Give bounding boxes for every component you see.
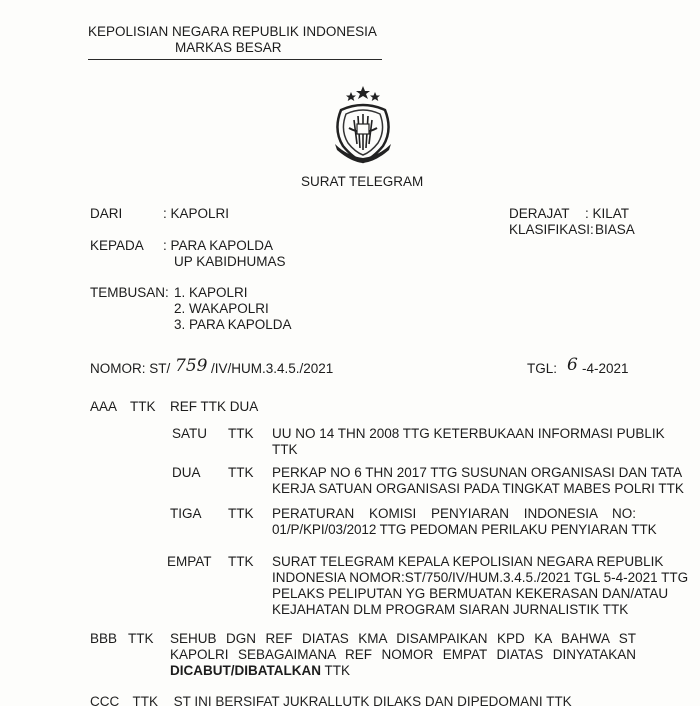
dari-label: DARI: [90, 206, 123, 221]
ref-line: PERATURAN KOMISI PENYIARAN INDONESIA NO:: [272, 506, 636, 521]
nomor-suffix: /IV/HUM.3.4.5./2021: [211, 361, 334, 376]
ref-line: UU NO 14 THN 2008 TTG KETERBUKAAN INFORMASI PUBLIK: [272, 426, 665, 441]
ccc-text: ST INI BERSIFAT JUKRALLUTK DILAKS DAN DIPEDOMANI TTK: [173, 694, 572, 706]
ref-line: PERKAP NO 6 THN 2017 TTG SUSUNAN ORGANISASI DAN TATA: [272, 465, 683, 480]
bbb-label: BBB: [90, 631, 118, 646]
ref-key: EMPAT: [167, 554, 212, 569]
tgl-suffix: -4-2021: [582, 361, 629, 376]
aaa-ttk: TTK: [130, 399, 156, 414]
bbb-ttk: TTK: [128, 631, 154, 646]
aaa-text: REF TTK DUA: [170, 399, 259, 414]
tembusan-label: TEMBUSAN:: [90, 285, 169, 300]
tembusan-item: 1. KAPOLRI: [174, 285, 248, 300]
ref-line: SURAT TELEGRAM KEPALA KEPOLISIAN NEGARA REPUBLIK: [272, 554, 664, 569]
bbb-tail: TTK: [320, 663, 350, 678]
ref-line: KERJA SATUAN ORGANISASI PADA TINGKAT MABES POLRI TTK: [272, 481, 684, 496]
bbb-line-3: [170, 663, 350, 678]
tgl-label: TGL:: [527, 361, 558, 376]
ref-line: 01/P/KPI/03/2012 TTG PEDOMAN PERILAKU PENYIARAN TTK: [272, 522, 657, 537]
derajat-label: DERAJAT: [509, 206, 570, 221]
header-underline: [88, 59, 382, 60]
ref-key: DUA: [172, 465, 201, 480]
ref-line: KEJAHATAN DLM PROGRAM SIARAN JURNALISTIK TTK: [272, 602, 629, 617]
ccc-label: CCC: [90, 694, 120, 706]
ref-line: TTK: [272, 442, 298, 457]
document-title: SURAT TELEGRAM: [301, 174, 424, 189]
handwritten-number: 759: [175, 356, 208, 376]
klasifikasi-value: BIASA: [595, 222, 635, 237]
bbb-line: KAPOLRI SEBAGAIMANA REF NOMOR EMPAT DIATAS DINYATAKAN: [170, 647, 636, 662]
dari-value: : KAPOLRI: [163, 206, 230, 221]
ref-line: PELAKS PELIPUTAN YG BERMUATAN KEKERASAN DAN/ATAU: [272, 586, 669, 601]
institution-sub: MARKAS BESAR: [175, 40, 282, 55]
institution-name: KEPOLISIAN NEGARA REPUBLIK INDONESIA: [88, 24, 377, 39]
derajat-value: : KILAT: [585, 206, 630, 221]
ccc-line: [90, 694, 650, 706]
polri-emblem-icon: [327, 84, 399, 166]
tembusan-item: 2. WAKAPOLRI: [174, 301, 269, 316]
tembusan-item: 3. PARA KAPOLDA: [174, 317, 292, 332]
handwritten-day: 6: [567, 355, 578, 375]
kepada-value-2: UP KABIDHUMAS: [174, 254, 286, 269]
bbb-bold-text: DICABUT/DIBATALKAN: [170, 663, 321, 678]
ref-key: TIGA: [170, 506, 202, 521]
ref-ttk: TTK: [228, 554, 254, 569]
aaa-label: AAA: [90, 399, 118, 414]
ref-ttk: TTK: [228, 426, 254, 441]
klasifikasi-label: KLASIFIKASI:: [509, 222, 594, 237]
kepada-label: KEPADA: [90, 238, 144, 253]
ccc-ttk: TTK: [132, 694, 159, 706]
bbb-line: SEHUB DGN REF DIATAS KMA DISAMPAIKAN KPD KA BAHWA ST: [170, 631, 636, 646]
kepada-value-1: : PARA KAPOLDA: [163, 238, 274, 253]
ref-key: SATU: [172, 426, 208, 441]
nomor-prefix: NOMOR: ST/: [90, 361, 171, 376]
ref-ttk: TTK: [228, 506, 254, 521]
ref-ttk: TTK: [228, 465, 254, 480]
ref-line: INDONESIA NOMOR:ST/750/IV/HUM.3.4.5./2021 TGL 5-4-2021 TTG: [272, 570, 689, 585]
